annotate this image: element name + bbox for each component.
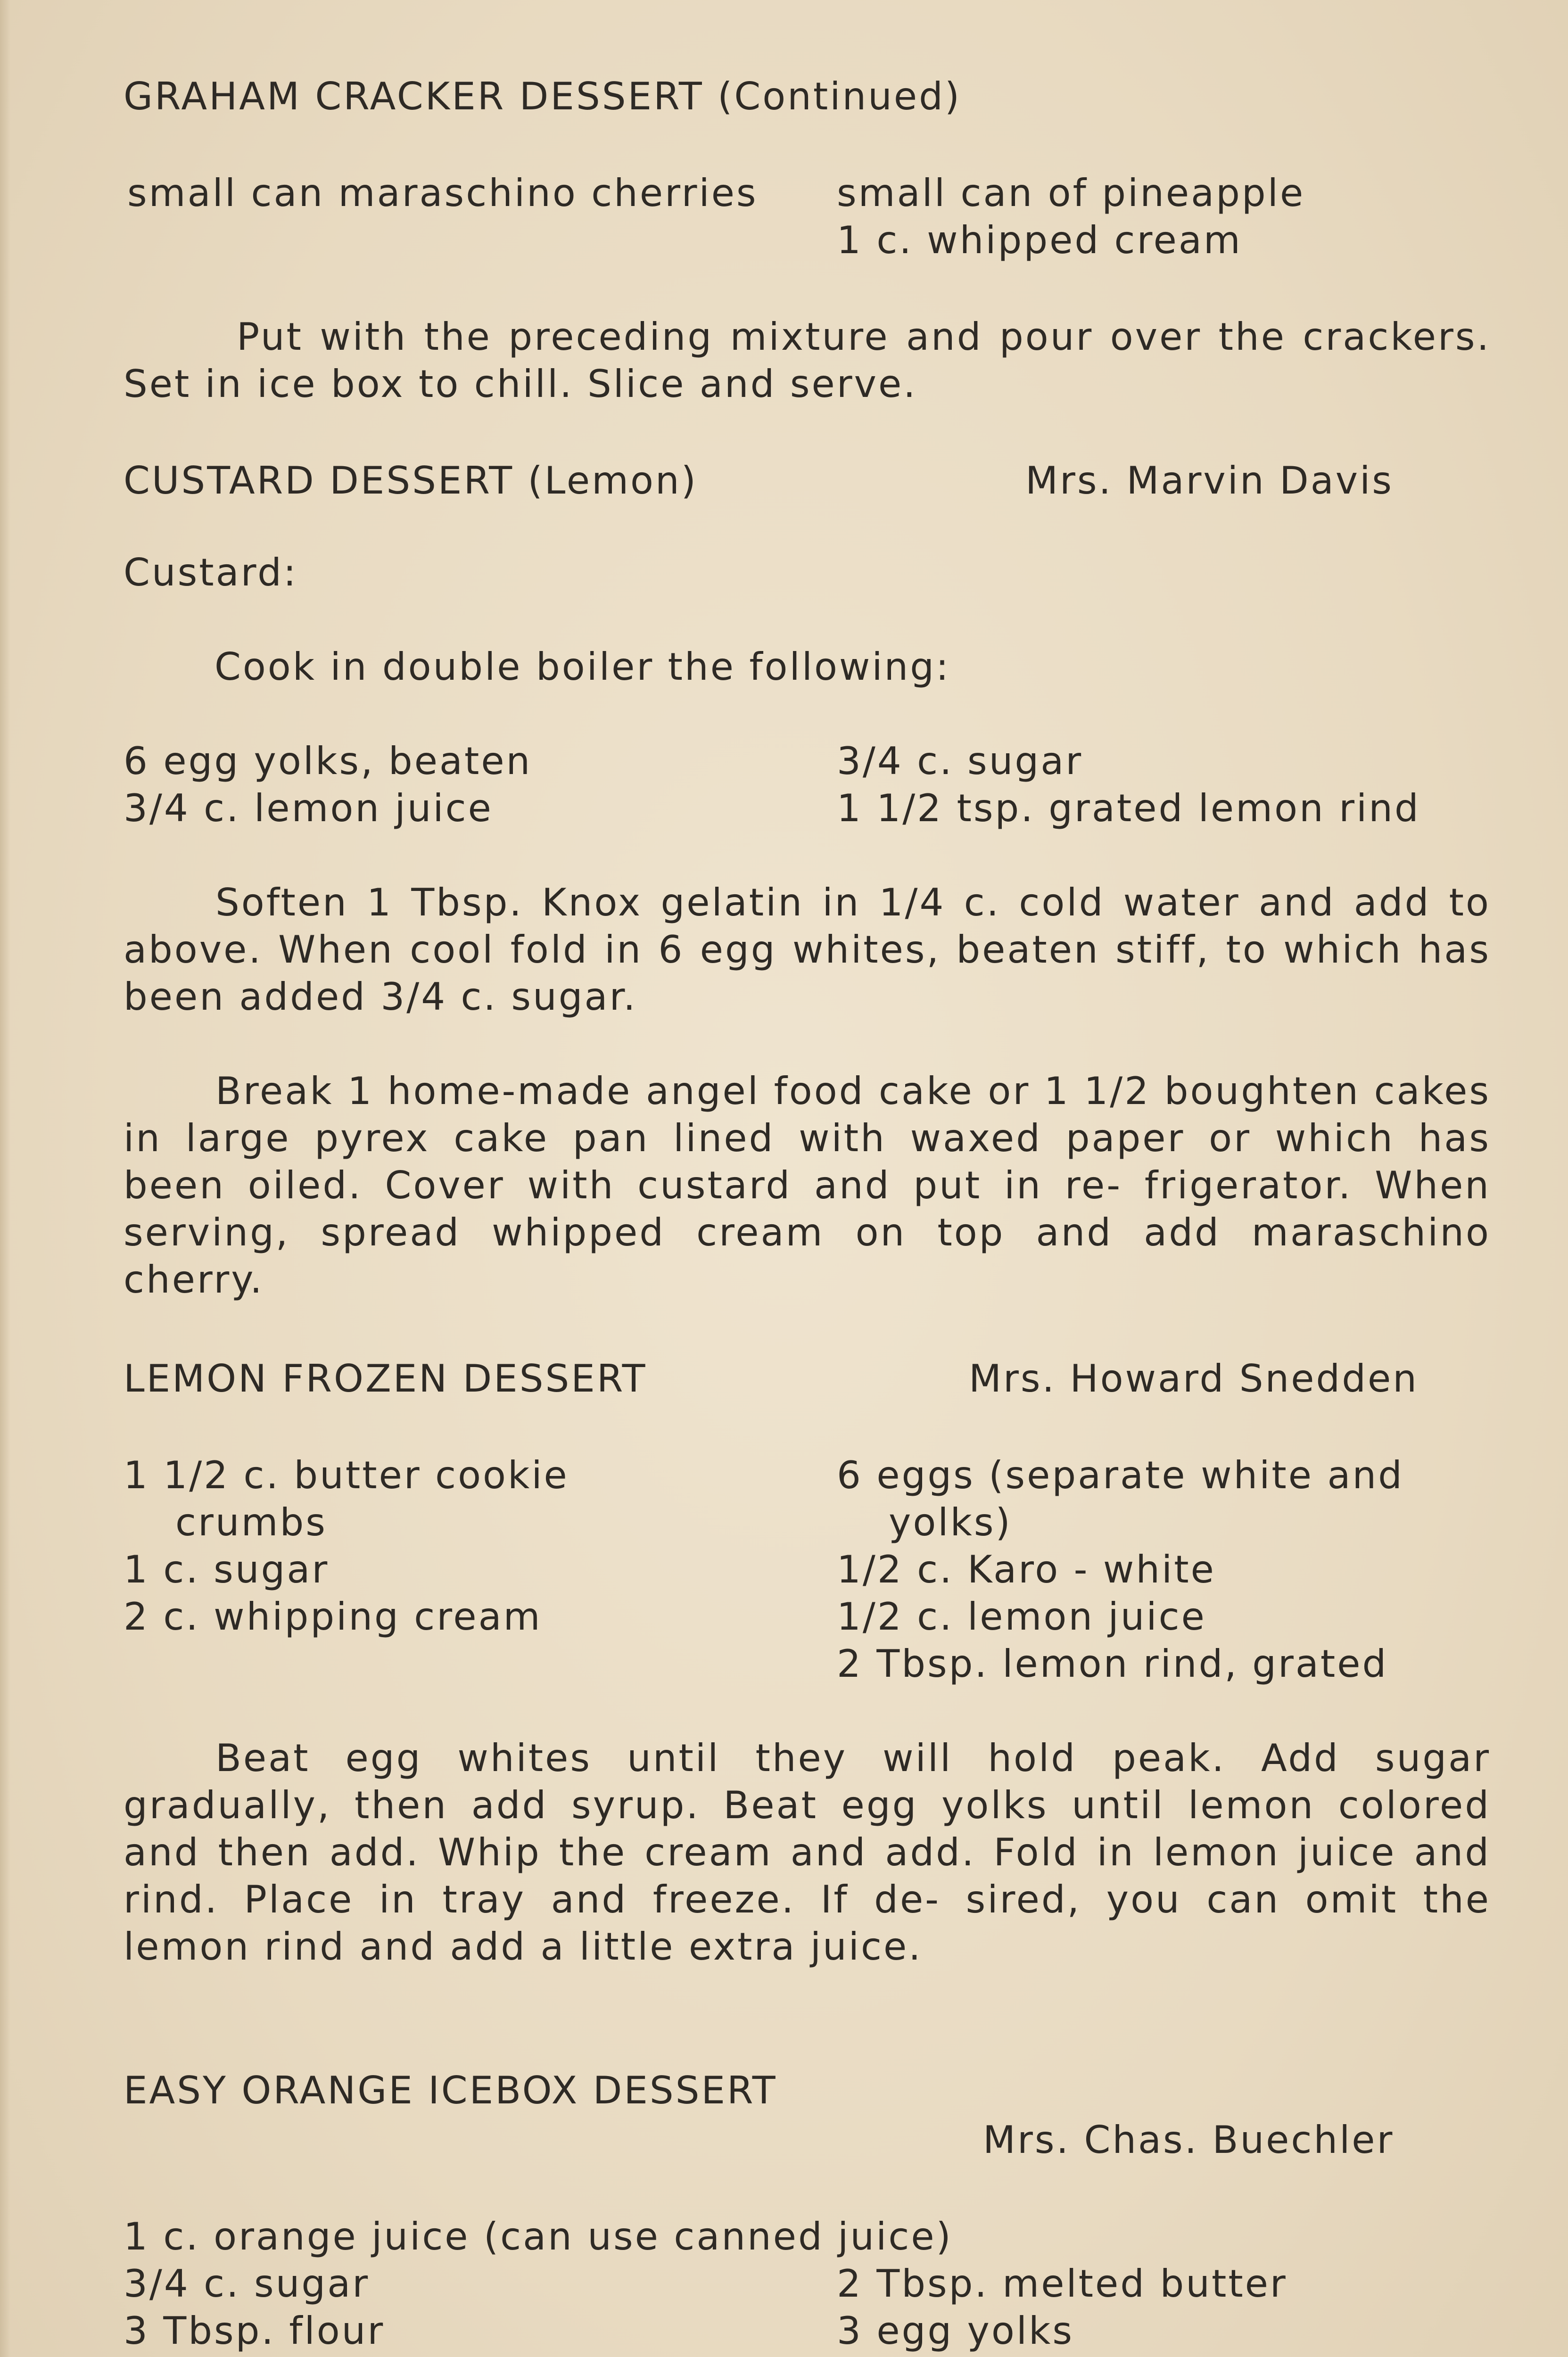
- lemon-frozen-ingredient-right-3: 1/2 c. lemon juice: [837, 1595, 1206, 1639]
- lemon-frozen-ingredient-right-4: 2 Tbsp. lemon rind, grated: [837, 1642, 1388, 1686]
- graham-directions: Put with the preceding mixture and pour over the crackers. Set in ice box to chill. Slice and serve.: [124, 315, 1491, 406]
- recipe-heading-graham: GRAHAM CRACKER DESSERT (Continued): [124, 74, 962, 118]
- custard-ingredient-right-2: 1 1/2 tsp. grated lemon rind: [837, 786, 1420, 830]
- custard-ingredient-right-1: 3/4 c. sugar: [837, 739, 1083, 783]
- custard-directions-2: Break 1 home-made angel food cake or 1 1/2 boughten cakes in large pyrex cake pan lined with waxed paper or which has been oiled. Cover with custard and put in re- frigerator. When serving, spread whipped cream on top and add maraschino cherry.: [124, 1069, 1491, 1302]
- graham-ingredient-left-1: small can maraschino cherries: [127, 171, 758, 215]
- lemon-frozen-author: Mrs. Howard Snedden: [969, 1357, 1419, 1401]
- custard-author: Mrs. Marvin Davis: [1025, 459, 1394, 503]
- custard-directions-1: Soften 1 Tbsp. Knox gelatin in 1/4 c. cold water and add to above. When cool fold in 6 egg whites, beaten stiff, to which has been added 3/4 c. sugar.: [124, 881, 1491, 1019]
- custard-ingredient-left-2: 3/4 c. lemon juice: [124, 786, 493, 830]
- custard-sublabel: Custard:: [124, 551, 298, 594]
- graham-ingredient-right-2: 1 c. whipped cream: [837, 218, 1242, 262]
- lemon-frozen-ingredient-right-2: 1/2 c. Karo - white: [837, 1548, 1216, 1591]
- recipe-heading-lemon-frozen: LEMON FROZEN DESSERT: [124, 1357, 647, 1401]
- lemon-frozen-ingredient-left-1: 1 1/2 c. butter cookie crumbs: [124, 1453, 569, 1544]
- lemon-frozen-ingredient-right-1: 6 eggs (separate white and yolks): [837, 1453, 1404, 1544]
- easy-orange-ingredient-right-2: 3 egg yolks: [837, 2309, 1074, 2353]
- custard-intro: Cook in double boiler the following:: [215, 645, 950, 689]
- lemon-frozen-ingredient-left-2: 1 c. sugar: [124, 1548, 330, 1591]
- easy-orange-ingredient-left-1: 3/4 c. sugar: [124, 2262, 370, 2306]
- recipe-heading-easy-orange: EASY ORANGE ICEBOX DESSERT: [124, 2069, 777, 2112]
- recipe-heading-custard: CUSTARD DESSERT (Lemon): [124, 459, 698, 503]
- easy-orange-author: Mrs. Chas. Buechler: [983, 2118, 1395, 2162]
- easy-orange-ingredient-right-1: 2 Tbsp. melted butter: [837, 2262, 1287, 2306]
- custard-ingredient-left-1: 6 egg yolks, beaten: [124, 739, 532, 783]
- page-fold-shadow: [0, 0, 10, 2357]
- easy-orange-ingredient-full: 1 c. orange juice (can use canned juice): [124, 2215, 953, 2258]
- easy-orange-ingredient-left-2: 3 Tbsp. flour: [124, 2309, 385, 2353]
- lemon-frozen-directions: Beat egg whites until they will hold peak. Add sugar gradually, then add syrup. Beat egg yolks until lemon colored and then add. Whip the cream and add. Fold in lemon juice and rind. Place in tray and freeze. If de- sired, you can omit the lemon rind and add a little extra juice.: [124, 1736, 1491, 1969]
- graham-ingredient-right-1: small can of pineapple: [837, 171, 1305, 215]
- lemon-frozen-ingredient-left-3: 2 c. whipping cream: [124, 1595, 542, 1639]
